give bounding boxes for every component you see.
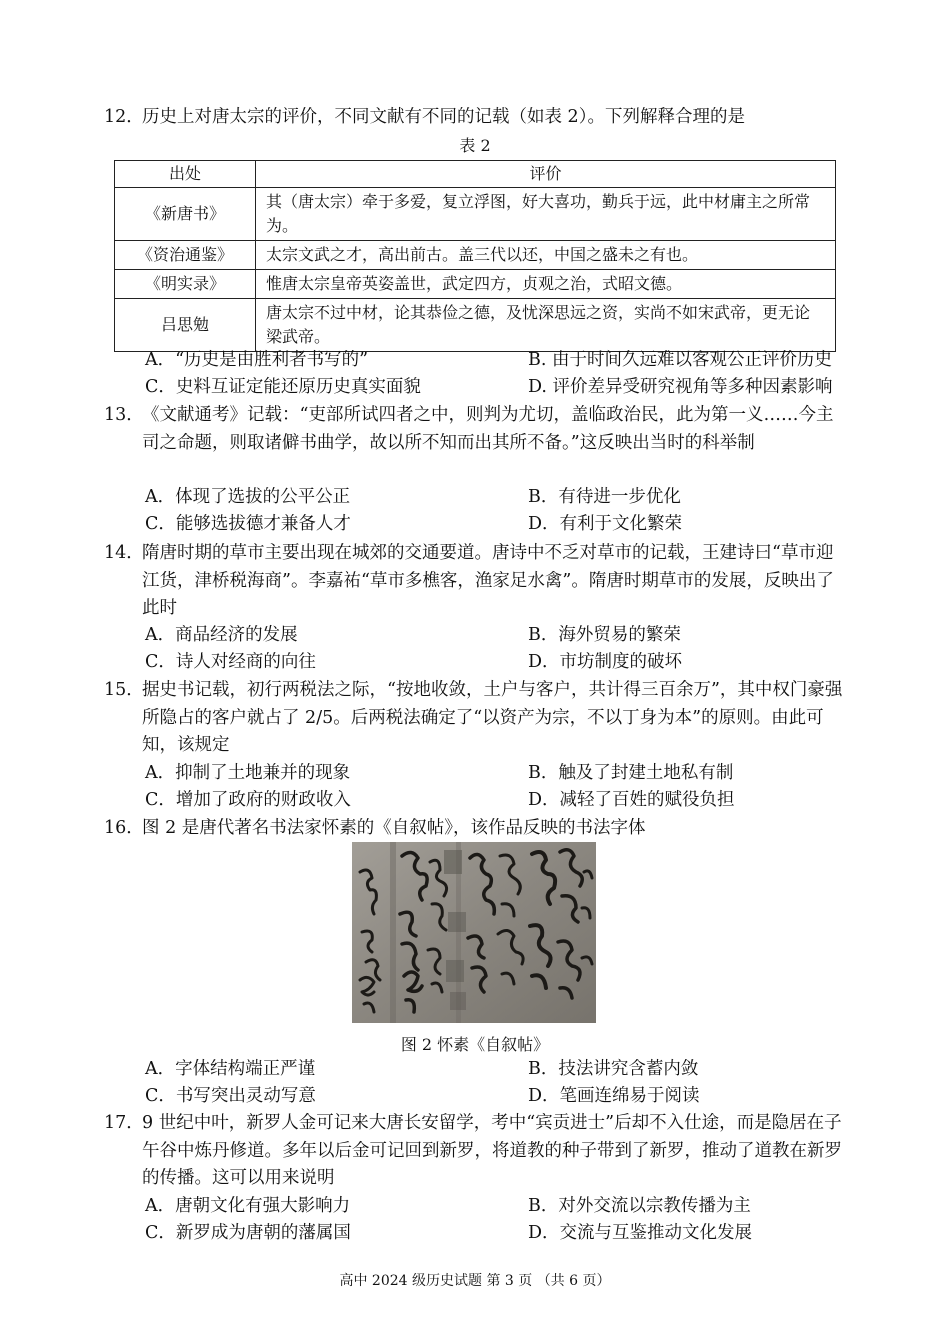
- row-eval: 太宗文武之才，高出前古。盖三代以还，中国之盛未之有也。: [256, 241, 836, 270]
- option-b: B．技法讲究含蓄内敛: [528, 1059, 699, 1079]
- row-source: 吕思勉: [115, 299, 256, 352]
- question-stem: 据史书记载，初行两税法之际，“按地收敛，土户与客户，共计得三百余万”，其中权门豪强所隐占的客户就占了 2/5。后两税法确定了“以资产为宗，不以丁身为本”的原则。由此可知，该规定: [142, 680, 843, 755]
- option-d: D．有利于文化繁荣: [528, 514, 683, 534]
- option-c: C．书写突出灵动写意: [145, 1086, 316, 1106]
- header-source: 出处: [115, 161, 256, 188]
- question-stem: 隋唐时期的草市主要出现在城郊的交通要道。唐诗中不乏对草市的记载，王建诗曰“草市迎江货，津桥税海商”。李嘉祐“草市多樵客，渔家足水禽”。隋唐时期草市的发展，反映出了此时: [142, 543, 834, 618]
- option-b: B．对外交流以宗教传播为主: [528, 1196, 751, 1216]
- option-b: B．触及了封建土地私有制: [528, 763, 734, 783]
- table-row: [115, 241, 836, 270]
- option-c: C．增加了政府的财政收入: [145, 790, 351, 810]
- option-a: A．抑制了土地兼并的现象: [145, 763, 351, 783]
- table-header-row: [115, 161, 836, 188]
- option-a: A．体现了选拔的公平公正: [145, 487, 351, 507]
- option-c: C．诗人对经商的向往: [145, 652, 316, 672]
- option-b: B．海外贸易的繁荣: [528, 625, 681, 645]
- option-d: D．减轻了百姓的赋役负担: [528, 790, 735, 810]
- option-d: D．交流与互鉴推动文化发展: [528, 1223, 753, 1243]
- question-stem: 9 世纪中叶，新罗人金可记来大唐长安留学，考中“宾贡进士”后却不入仕途，而是隐居在子午谷中炼丹修道。多年以后金可记回到新罗，将道教的种子带到了新罗，推动了道教在新罗的传播。这可以用来说明: [142, 1113, 842, 1188]
- evaluation-table: [114, 160, 836, 352]
- row-source: 《明实录》: [115, 270, 256, 299]
- question-stem: 图 2 是唐代著名书法家怀素的《自叙帖》，该作品反映的书法字体: [142, 818, 646, 838]
- option-a: A．“历史是由胜利者书写的”: [145, 350, 369, 370]
- option-a: A．商品经济的发展: [145, 625, 298, 645]
- option-d: D. 评价差异受研究视角等多种因素影响: [528, 377, 833, 397]
- question-stem: 历史上对唐太宗的评价，不同文献有不同的记载（如表 2）。下列解释合理的是: [142, 107, 745, 127]
- row-eval: 唐太宗不过中材，论其恭俭之德，及忧深思远之资，实尚不如宋武帝，更无论梁武帝。: [256, 299, 836, 352]
- question-number: 12．: [104, 107, 144, 127]
- header-eval: 评价: [256, 161, 836, 188]
- row-source: 《新唐书》: [115, 188, 256, 241]
- row-eval: 惟唐太宗皇帝英姿盖世，武定四方，贞观之治，式昭文德。: [256, 270, 836, 299]
- row-eval: 其（唐太宗）牵于多爱，复立浮图，好大喜功，勤兵于远，此中材庸主之所常为。: [256, 188, 836, 241]
- table-row: [115, 299, 836, 352]
- option-b: B. 由于时间久远难以客观公正评价历史: [528, 350, 832, 370]
- option-c: C．史料互证定能还原历史真实面貌: [145, 377, 421, 397]
- question-number: 13．: [104, 405, 144, 425]
- option-c: C．能够选拔德才兼备人才: [145, 514, 351, 534]
- question-number: 14．: [104, 543, 144, 563]
- figure-caption: 图 2 怀素《自叙帖》: [400, 1035, 550, 1054]
- calligraphy-strokes: [352, 842, 596, 1023]
- row-source: 《资治通鉴》: [115, 241, 256, 270]
- question-number: 16．: [104, 818, 144, 838]
- option-a: A．字体结构端正严谨: [145, 1059, 316, 1079]
- question-number: 17．: [104, 1113, 144, 1133]
- question-stem: 《文献通考》记载：“吏部所试四者之中，则判为尤切，盖临政治民，此为第一义……今主司之命题，则取诸僻书曲学，故以所不知而出其所不备。”这反映出当时的科举制: [142, 405, 834, 453]
- option-c: C．新罗成为唐朝的藩属国: [145, 1223, 351, 1243]
- table-title: 表 2: [459, 136, 491, 155]
- option-d: D．笔画连绵易于阅读: [528, 1086, 700, 1106]
- option-d: D．市坊制度的破坏: [528, 652, 683, 672]
- option-a: A．唐朝文化有强大影响力: [145, 1196, 351, 1216]
- table-row: [115, 270, 836, 299]
- table-row: [115, 188, 836, 241]
- option-b: B．有待进一步优化: [528, 487, 681, 507]
- calligraphy-image: [352, 842, 596, 1023]
- page-footer: 高中 2024 级历史试题 第 3 页 （共 6 页）: [339, 1273, 611, 1289]
- question-number: 15．: [104, 680, 144, 700]
